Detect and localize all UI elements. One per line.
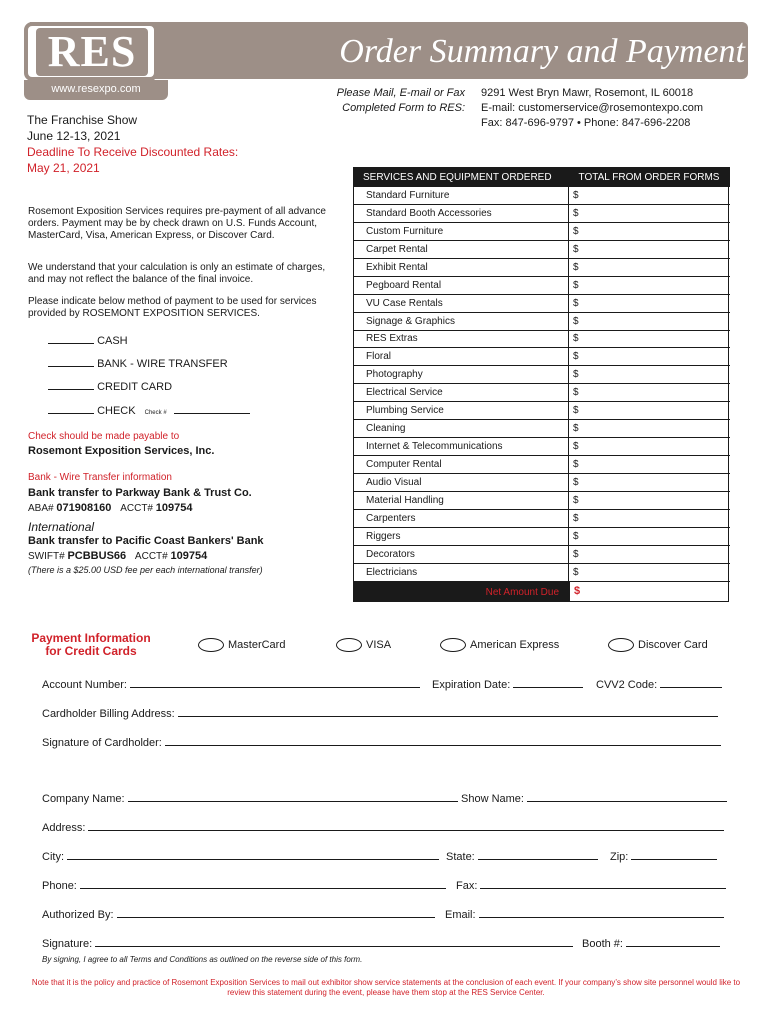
cardholder-signature-field[interactable]	[165, 737, 721, 746]
city-label: City:	[42, 851, 64, 863]
address-label: Address:	[42, 822, 86, 834]
mail-instructions-line2: Completed Form to RES:	[342, 102, 465, 114]
table-row	[353, 456, 730, 474]
service-amount-field[interactable]: $	[569, 205, 729, 222]
show-name: The Franchise Show	[27, 113, 138, 127]
intl-fee-note: (There is a $25.00 USD fee per each international transfer)	[28, 565, 263, 575]
cash-label: CASH	[97, 335, 128, 347]
account-number-row	[42, 678, 420, 692]
swift-label: SWIFT#	[28, 551, 65, 562]
visa-checkbox[interactable]	[336, 638, 362, 652]
zip-label: Zip:	[610, 851, 629, 863]
service-label: Computer Rental	[353, 456, 569, 473]
card-option-amex[interactable]	[440, 638, 559, 652]
phone-label: Phone:	[42, 880, 77, 892]
show-info	[27, 112, 287, 176]
service-label: VU Case Rentals	[353, 295, 569, 312]
expiration-field[interactable]	[513, 679, 583, 688]
service-amount-field[interactable]: $	[569, 295, 729, 312]
service-label: Exhibit Rental	[353, 259, 569, 276]
address-field[interactable]	[88, 822, 724, 831]
cardholder-signature-label: Signature of Cardholder:	[42, 737, 162, 749]
service-label: Pegboard Rental	[353, 277, 569, 294]
billing-address-field[interactable]	[178, 708, 718, 717]
service-label: Carpenters	[353, 510, 569, 527]
company-name-label: Company Name:	[42, 793, 125, 805]
mail-instructions	[300, 86, 465, 116]
international-routing	[28, 550, 207, 562]
check-number-field[interactable]	[174, 404, 250, 414]
swift-code: PCBBUS66	[67, 550, 127, 562]
amex-checkbox[interactable]	[440, 638, 466, 652]
services-column-header: SERVICES AND EQUIPMENT ORDERED	[363, 171, 552, 183]
fax-label: Fax:	[456, 880, 478, 892]
deadline-date: May 21, 2021	[27, 161, 100, 175]
email-row	[445, 908, 724, 922]
zip-row	[610, 850, 717, 864]
cvv-field[interactable]	[660, 679, 722, 688]
service-label: Electrical Service	[353, 384, 569, 401]
service-amount-field[interactable]: $	[569, 528, 729, 545]
visa-label: VISA	[366, 639, 392, 651]
table-row	[353, 223, 730, 241]
cardholder-signature-row	[42, 736, 721, 750]
address-row	[42, 821, 724, 835]
policy-note: Note that it is the policy and practice of Rosemont Exposition Services to mail out exhibitor show service statements at the conclusion of each event. If your company’s show site personnel would like to review this statement during the event, please have them stop at the RES Service Center.	[31, 978, 741, 997]
credit-label: CREDIT CARD	[97, 381, 173, 393]
service-label: Electricians	[353, 564, 569, 581]
table-row	[353, 313, 730, 331]
terms-statement: By signing, I agree to all Terms and Conditions as outlined on the reverse side of this form.	[42, 955, 363, 964]
service-amount-field[interactable]: $	[569, 402, 729, 419]
table-header	[353, 167, 730, 187]
table-row	[353, 474, 730, 492]
state-label: State:	[446, 851, 475, 863]
service-amount-field[interactable]: $	[569, 384, 729, 401]
booth-label: Booth #:	[582, 938, 623, 950]
cvv-label: CVV2 Code:	[596, 679, 658, 691]
booth-field[interactable]	[626, 938, 720, 947]
payment-option-credit	[48, 380, 172, 394]
deadline-label: Deadline To Receive Discounted Rates:	[27, 145, 239, 159]
service-label: Riggers	[353, 528, 569, 545]
billing-address-label: Cardholder Billing Address:	[42, 708, 175, 720]
acct-number: 109754	[155, 502, 193, 514]
service-label: Signage & Graphics	[353, 313, 569, 330]
service-amount-field[interactable]: $	[569, 223, 729, 240]
service-amount-field[interactable]: $	[569, 546, 729, 563]
prepayment-paragraph: Rosemont Exposition Services requires pre-payment of all advance orders. Payment may be by check drawn on U.S. Funds Account, MasterCard, Visa, American Express, or Discover Card.	[28, 206, 326, 241]
international-bank: Bank transfer to Pacific Coast Bankers' Bank	[28, 535, 264, 547]
city-field[interactable]	[67, 851, 439, 860]
email-address: E-mail: customerservice@rosemontexpo.com	[481, 102, 704, 114]
table-body	[353, 187, 730, 582]
estimate-paragraph: We understand that your calculation is only an estimate of charges, and may not reflect the balance of the final invoice.	[28, 262, 326, 285]
signature-field[interactable]	[95, 938, 573, 947]
table-row	[353, 384, 730, 402]
service-label: Audio Visual	[353, 474, 569, 491]
billing-address-row	[42, 707, 718, 721]
card-option-mastercard[interactable]	[198, 638, 285, 652]
website-link[interactable]: www.resexpo.com	[51, 83, 141, 95]
service-label: Material Handling	[353, 492, 569, 509]
fax-phone: Fax: 847-696-9797 • Phone: 847-696-2208	[481, 117, 691, 129]
amex-label: American Express	[470, 639, 560, 651]
wire-blank[interactable]	[48, 357, 94, 367]
services-table	[353, 167, 730, 602]
city-row	[42, 850, 439, 864]
domestic-bank: Bank transfer to Parkway Bank & Trust Co.	[28, 487, 252, 499]
check-blank[interactable]	[48, 404, 94, 414]
page-title: Order Summary and Payment	[339, 33, 745, 70]
check-payable-label: Check should be made payable to	[28, 431, 180, 442]
service-label: Cleaning	[353, 420, 569, 437]
discover-label: Discover Card	[638, 639, 708, 651]
domestic-routing	[28, 502, 193, 514]
service-amount-field[interactable]: $	[569, 313, 729, 330]
table-row	[353, 564, 730, 582]
credit-section-line2: for Credit Cards	[45, 644, 137, 658]
aba-label: ABA#	[28, 503, 54, 514]
net-amount-label: Net Amount Due	[353, 582, 569, 602]
service-label: Standard Furniture	[353, 187, 569, 204]
service-amount-field[interactable]: $	[569, 241, 729, 258]
state-field[interactable]	[478, 851, 598, 860]
zip-field[interactable]	[631, 851, 717, 860]
cash-blank[interactable]	[48, 334, 94, 344]
company-name-row	[42, 792, 458, 806]
service-label: Plumbing Service	[353, 402, 569, 419]
show-name-label: Show Name:	[461, 793, 524, 805]
signature-row	[42, 937, 573, 951]
phone-field[interactable]	[80, 880, 446, 889]
intl-acct-label: ACCT#	[134, 551, 168, 562]
service-amount-field[interactable]: $	[569, 366, 729, 383]
service-label: Carpet Rental	[353, 241, 569, 258]
authorized-by-label: Authorized By:	[42, 909, 114, 921]
card-option-discover[interactable]	[608, 638, 708, 652]
email-label: Email:	[445, 909, 476, 921]
service-label: Internet & Telecommunications	[353, 438, 569, 455]
fax-row	[456, 879, 726, 893]
mastercard-checkbox[interactable]	[198, 638, 224, 652]
table-row	[353, 259, 730, 277]
service-amount-field[interactable]: $	[569, 277, 729, 294]
service-amount-field[interactable]: $	[569, 492, 729, 509]
service-amount-field[interactable]: $	[569, 456, 729, 473]
service-label: Floral	[353, 348, 569, 365]
service-label: Custom Furniture	[353, 223, 569, 240]
intl-acct-number: 109754	[170, 550, 208, 562]
service-amount-field[interactable]: $	[569, 259, 729, 276]
contact-address	[481, 86, 741, 131]
mail-instructions-line1: Please Mail, E-mail or Fax	[336, 87, 465, 99]
table-row	[353, 492, 730, 510]
service-amount-field[interactable]: $	[569, 348, 729, 365]
payment-option-cash	[48, 334, 128, 348]
show-dates: June 12-13, 2021	[27, 129, 121, 143]
check-number-label: Check #	[144, 410, 167, 416]
card-option-visa[interactable]	[336, 638, 391, 652]
aba-number: 071908160	[56, 502, 112, 514]
net-amount-row	[353, 582, 730, 602]
service-amount-field[interactable]: $	[569, 510, 729, 527]
street-address: 9291 West Bryn Mawr, Rosemont, IL 60018	[481, 87, 694, 99]
table-row	[353, 546, 730, 564]
payment-option-check	[48, 404, 250, 420]
res-logo: RES	[36, 28, 148, 76]
phone-row	[42, 879, 446, 893]
table-row	[353, 187, 730, 205]
table-row	[353, 438, 730, 456]
table-row	[353, 205, 730, 223]
company-name-field[interactable]	[128, 793, 458, 802]
account-number-field[interactable]	[130, 679, 420, 688]
net-amount-field[interactable]: $	[569, 582, 729, 602]
table-row	[353, 241, 730, 259]
expiration-row	[432, 678, 583, 692]
signature-label: Signature:	[42, 938, 93, 950]
service-amount-field[interactable]: $	[569, 331, 729, 348]
service-amount-field[interactable]: $	[569, 438, 729, 455]
table-row	[353, 528, 730, 546]
credit-card-section-title	[22, 632, 160, 658]
table-row	[353, 348, 730, 366]
payment-option-wire	[48, 357, 228, 371]
table-row	[353, 331, 730, 349]
table-row	[353, 366, 730, 384]
authorized-by-row	[42, 908, 435, 922]
wire-info-label: Bank - Wire Transfer information	[28, 472, 172, 483]
check-payee: Rosemont Exposition Services, Inc.	[28, 445, 215, 457]
mastercard-label: MasterCard	[228, 639, 286, 651]
table-row	[353, 295, 730, 313]
discover-checkbox[interactable]	[608, 638, 634, 652]
service-amount-field[interactable]: $	[569, 564, 729, 581]
table-row	[353, 402, 730, 420]
service-label: Photography	[353, 366, 569, 383]
payment-method-paragraph: Please indicate below method of payment to be used for services provided by ROSEMONT EXPOSITION SERVICES.	[28, 296, 317, 319]
service-amount-field[interactable]: $	[569, 187, 729, 204]
show-name-field[interactable]	[527, 793, 727, 802]
table-row	[353, 510, 730, 528]
email-field[interactable]	[479, 909, 724, 918]
state-row	[446, 850, 598, 864]
credit-blank[interactable]	[48, 380, 94, 390]
service-amount-field[interactable]: $	[569, 474, 729, 491]
service-label: RES Extras	[353, 331, 569, 348]
international-label: International	[28, 520, 95, 534]
credit-section-line1: Payment Information	[31, 631, 151, 645]
show-name-row	[461, 792, 727, 806]
account-number-label: Account Number:	[42, 679, 127, 691]
booth-row	[582, 937, 720, 951]
service-amount-field[interactable]: $	[569, 420, 729, 437]
service-label: Standard Booth Accessories	[353, 205, 569, 222]
cvv-row	[596, 678, 722, 692]
acct-label: ACCT#	[120, 503, 153, 514]
fax-field[interactable]	[480, 880, 726, 889]
table-row	[353, 277, 730, 295]
totals-column-header: TOTAL FROM ORDER FORMS	[578, 171, 720, 183]
table-row	[353, 420, 730, 438]
check-label: CHECK	[97, 405, 136, 417]
expiration-label: Expiration Date:	[432, 679, 511, 691]
service-label: Decorators	[353, 546, 569, 563]
authorized-by-field[interactable]	[117, 909, 435, 918]
wire-label: BANK - WIRE TRANSFER	[97, 358, 228, 370]
